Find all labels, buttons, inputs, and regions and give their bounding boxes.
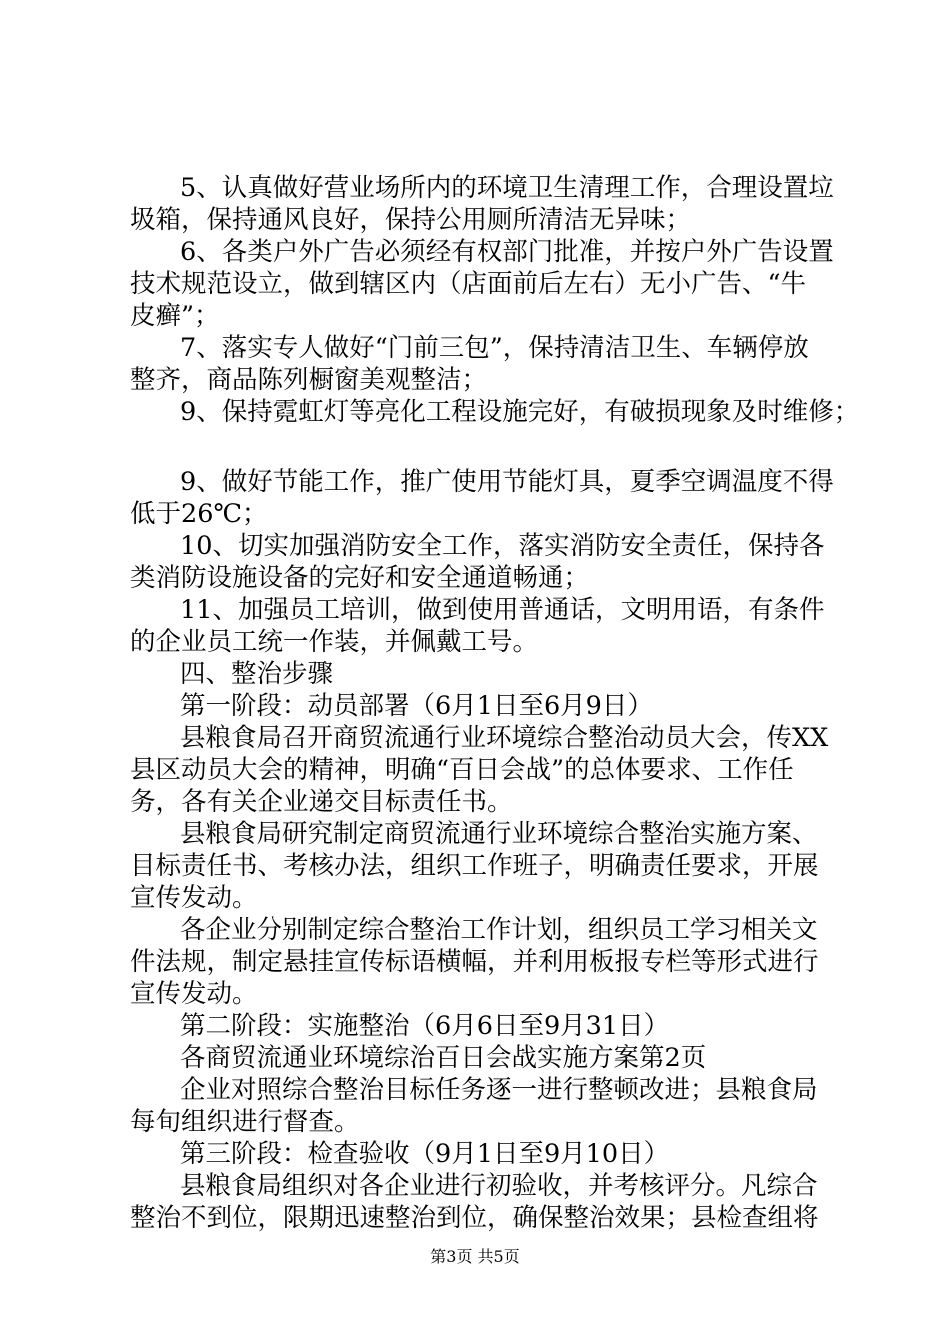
text-line: 11、加强员工培训，做到使用普通话，文明用语，有条件: [180, 595, 825, 625]
paragraph: [130, 332, 835, 396]
paragraph: [130, 236, 835, 332]
text-line: 皮癣”；: [130, 301, 220, 331]
paragraph: [130, 914, 835, 1010]
text-line: 务，各有关企业递交目标责任书。: [130, 787, 513, 817]
text-line: 7、落实专人做好“门前三包”，保持清洁卫生、车辆停放: [180, 333, 809, 363]
paragraph: [130, 1010, 835, 1042]
text-line: 低于26℃；: [130, 499, 268, 529]
text-line: 每旬组织进行督查。: [130, 1107, 360, 1137]
text-line: 类消防设施设备的完好和安全通道畅通；: [130, 563, 590, 593]
paragraph: [130, 530, 835, 594]
text-line: 第一阶段：动员部署（6月1日至6月9日）: [180, 691, 653, 721]
text-line: 各企业分别制定综合整治工作计划，组织员工学习相关文: [180, 915, 818, 945]
text-line: 10、切实加强消防安全工作，落实消防安全责任，保持各: [180, 531, 825, 561]
paragraph: [130, 818, 835, 914]
text-line: 目标责任书、考核办法，组织工作班子，明确责任要求，开展: [130, 851, 819, 881]
paragraph: [130, 172, 835, 236]
text-line: 企业对照综合整治目标任务逐一进行整顿改进；县粮食局: [180, 1075, 818, 1105]
document-body: [130, 172, 860, 1234]
text-line: 整齐，商品陈列橱窗美观整洁；: [130, 365, 488, 395]
text-line: 5、认真做好营业场所内的环境卫生清理工作，合理设置垃: [180, 173, 834, 203]
text-line: 第三阶段：检查验收（9月1日至9月10日）: [180, 1139, 670, 1169]
paragraph: [130, 396, 860, 428]
text-line: 的企业员工统一作装，并佩戴工号。: [130, 627, 539, 657]
paragraph: [130, 1138, 835, 1170]
paragraph: [130, 658, 835, 690]
text-line: 圾箱，保持通风良好，保持公用厕所清洁无异味；: [130, 205, 692, 235]
paragraph: [130, 690, 835, 722]
paragraph: [130, 594, 835, 658]
text-line: 6、各类户外广告必须经有权部门批准，并按户外广告设置: [180, 237, 834, 267]
blank-gap: [130, 428, 835, 466]
text-line: 四、整治步骤: [180, 659, 334, 689]
text-line: 县粮食局研究制定商贸流通行业环境综合整治实施方案、: [180, 819, 818, 849]
text-line: 县粮食局召开商贸流通行业环境综合整治动员大会，传XX: [180, 723, 829, 753]
text-line: 技术规范设立，做到辖区内（店面前后左右）无小广告、“牛: [130, 269, 807, 299]
text-line: 宣传发动。: [130, 883, 258, 913]
paragraph: [130, 1074, 835, 1138]
text-line: 县粮食局组织对各企业进行初验收，并考核评分。凡综合: [180, 1171, 818, 1201]
text-line: 9、做好节能工作，推广使用节能灯具，夏季空调温度不得: [180, 467, 834, 497]
paragraph: [130, 1170, 835, 1234]
section-before-gap: [130, 172, 860, 428]
section-after-gap: [130, 466, 835, 1234]
page-footer: 第3页 共5页: [430, 1247, 520, 1266]
text-line: 各商贸流通业环境综治百日会战实施方案第2页: [180, 1043, 707, 1073]
text-line: 第二阶段：实施整治（6月6日至9月31日）: [180, 1011, 670, 1041]
paragraph: [130, 466, 835, 530]
text-line: 9、保持霓虹灯等亮化工程设施完好，有破损现象及时维修；: [180, 397, 860, 427]
text-line: 整治不到位，限期迅速整治到位，确保整治效果；县检查组将: [130, 1203, 819, 1233]
text-line: 县区动员大会的精神，明确“百日会战”的总体要求、工作任: [130, 755, 794, 785]
text-line: 件法规，制定悬挂宣传标语横幅，并利用板报专栏等形式进行: [130, 947, 819, 977]
paragraph: [130, 1042, 835, 1074]
paragraph: [130, 722, 835, 818]
text-line: 宣传发动。: [130, 979, 258, 1009]
